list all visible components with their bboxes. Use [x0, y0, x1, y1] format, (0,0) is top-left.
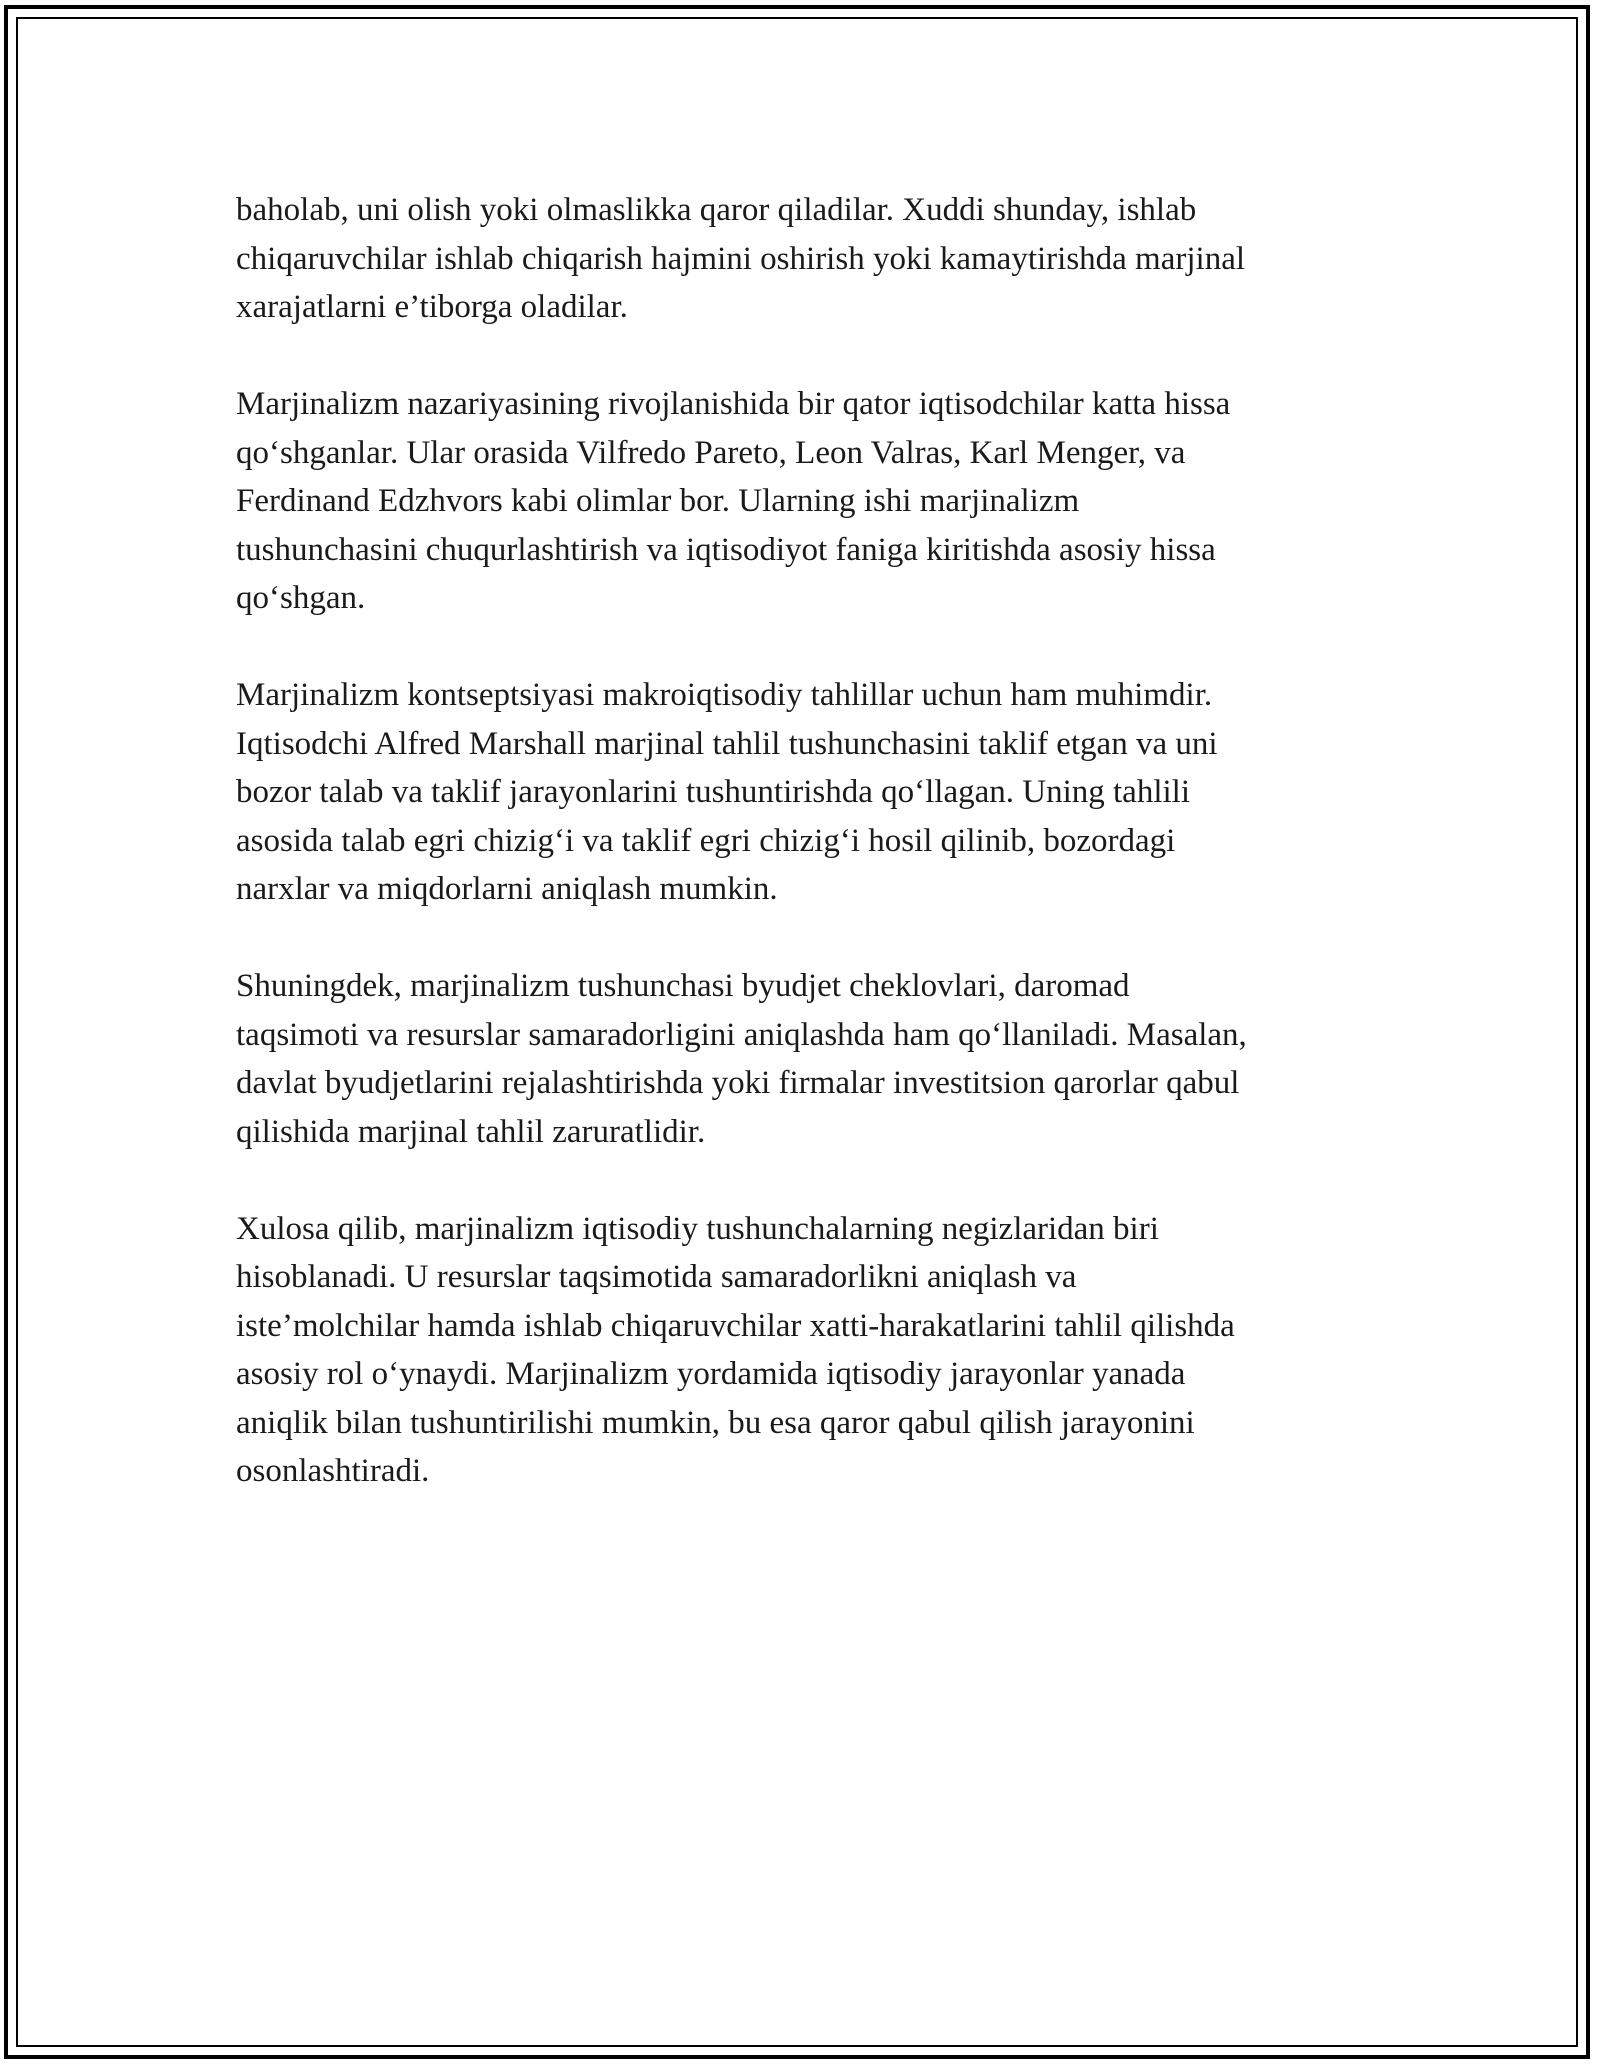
text-line: qo‘shganlar. Ular orasida Vilfredo Pareto, Leon Valras, Karl Menger, va	[236, 434, 1186, 471]
text-line: davlat byudjetlarini rejalashtirishda yoki firmalar investitsion qarorlar qabul	[236, 1065, 1240, 1101]
text-line: asosiy rol o‘ynaydi. Marjinalizm yordamida iqtisodiy jarayonlar yanada	[236, 1356, 1186, 1392]
text-line: chiqaruvchilar ishlab chiqarish hajmini oshirish yoki kamaytirishda marjinal	[236, 240, 1246, 277]
text-line: Marjinalizm kontseptsiyasi makroiqtisodiy tahlillar uchun ham muhimdir.	[236, 677, 1213, 713]
paragraph	[236, 1205, 1366, 1496]
text-line: Shuningdek, marjinalizm tushunchasi byudjet cheklovlari, daromad	[236, 968, 1130, 1004]
text-line: aniqlik bilan tushuntirilishi mumkin, bu esa qaror qabul qilish jarayonini	[236, 1404, 1195, 1441]
paragraph	[236, 962, 1366, 1156]
text-line: hisoblanadi. U resurslar taqsimotida samaradorlikni aniqlash va	[236, 1259, 1077, 1295]
text-line: xarajatlarni e’tiborga oladilar.	[236, 289, 628, 325]
text-line: taqsimoti va resurslar samaradorligini aniqlashda ham qo‘llaniladi. Masalan,	[236, 1016, 1247, 1053]
text-line: Xulosa qilib, marjinalizm iqtisodiy tushunchalarning negizlaridan biri	[236, 1210, 1159, 1247]
text-line: baholab, uni olish yoki olmaslikka qaror qiladilar. Xuddi shunday, ishlab	[236, 192, 1197, 228]
text-line: qilishida marjinal tahlil zaruratlidir.	[236, 1113, 706, 1150]
text-line: asosida talab egri chizig‘i va taklif egri chizig‘i hosil qilinib, bozordagi	[236, 822, 1176, 859]
document-body	[236, 186, 1366, 1544]
text-line: narxlar va miqdorlarni aniqlash mumkin.	[236, 871, 778, 907]
text-line: tushunchasini chuqurlashtirish va iqtisodiyot faniga kiritishda asosiy hissa	[236, 531, 1216, 568]
text-line: Iqtisodchi Alfred Marshall marjinal tahlil tushunchasini taklif etgan va uni	[236, 725, 1218, 762]
paragraph	[236, 380, 1366, 623]
paragraph	[236, 186, 1366, 332]
paragraph	[236, 671, 1366, 914]
text-line: Marjinalizm nazariyasining rivojlanishida bir qator iqtisodchilar katta hissa	[236, 386, 1231, 422]
text-line: qo‘shgan.	[236, 580, 366, 616]
text-line: iste’molchilar hamda ishlab chiqaruvchilar xatti-harakatlarini tahlil qilishda	[236, 1307, 1235, 1344]
text-line: Ferdinand Edzhvors kabi olimlar bor. Ularning ishi marjinalizm	[236, 483, 1080, 519]
text-line: osonlashtiradi.	[236, 1453, 430, 1489]
text-line: bozor talab va taklif jarayonlarini tushuntirishda qo‘llagan. Uning tahlili	[236, 774, 1191, 810]
